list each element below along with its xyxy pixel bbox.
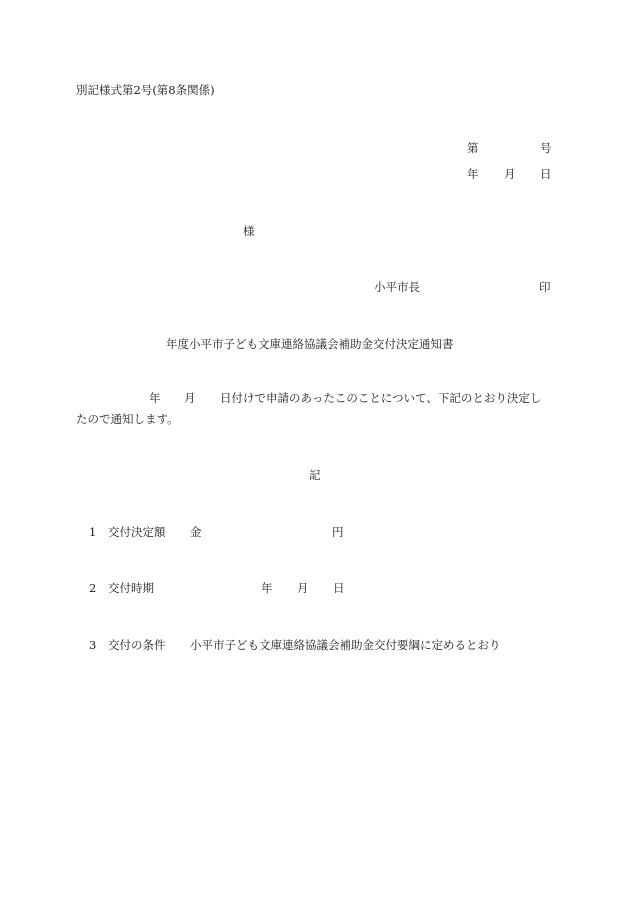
document-number-prefix: 第 xyxy=(467,141,479,155)
item-3-label: 交付の条件 xyxy=(108,638,166,652)
item-2-month: 月 xyxy=(297,581,309,595)
body-text-line2: たので通知します。 xyxy=(76,412,179,426)
seal-mark: 印 xyxy=(539,280,551,294)
body-month: 月 xyxy=(184,391,196,405)
recipient-honorific: 様 xyxy=(243,224,255,238)
form-label: 別記様式第2号(第8条関係) xyxy=(76,83,215,97)
issue-date-year: 年 xyxy=(467,167,479,181)
item-3-number: 3 xyxy=(89,638,97,652)
item-1-suffix: 円 xyxy=(332,525,344,539)
item-2-year: 年 xyxy=(261,581,273,595)
item-1-label: 交付決定額 xyxy=(108,525,166,539)
body-text-line1: 日付けで申請のあったこのことについて、下記のとおり決定し xyxy=(220,391,542,405)
item-1-prefix: 金 xyxy=(190,525,202,539)
ki-heading: 記 xyxy=(309,468,321,482)
issue-date-day: 日 xyxy=(540,167,552,181)
item-2-number: 2 xyxy=(89,581,97,595)
document-number-suffix: 号 xyxy=(540,141,552,155)
issue-date-month: 月 xyxy=(504,167,516,181)
item-1-number: 1 xyxy=(89,525,97,539)
item-2-label: 交付時期 xyxy=(108,581,154,595)
item-3-value: 小平市子ども文庫連絡協議会補助金交付要綱に定めるとおり xyxy=(190,638,501,652)
issuer-name: 小平市長 xyxy=(374,280,420,294)
document-title: 年度小平市子ども文庫連絡協議会補助金交付決定通知書 xyxy=(166,337,454,351)
body-year: 年 xyxy=(149,391,161,405)
item-2-day: 日 xyxy=(333,581,345,595)
